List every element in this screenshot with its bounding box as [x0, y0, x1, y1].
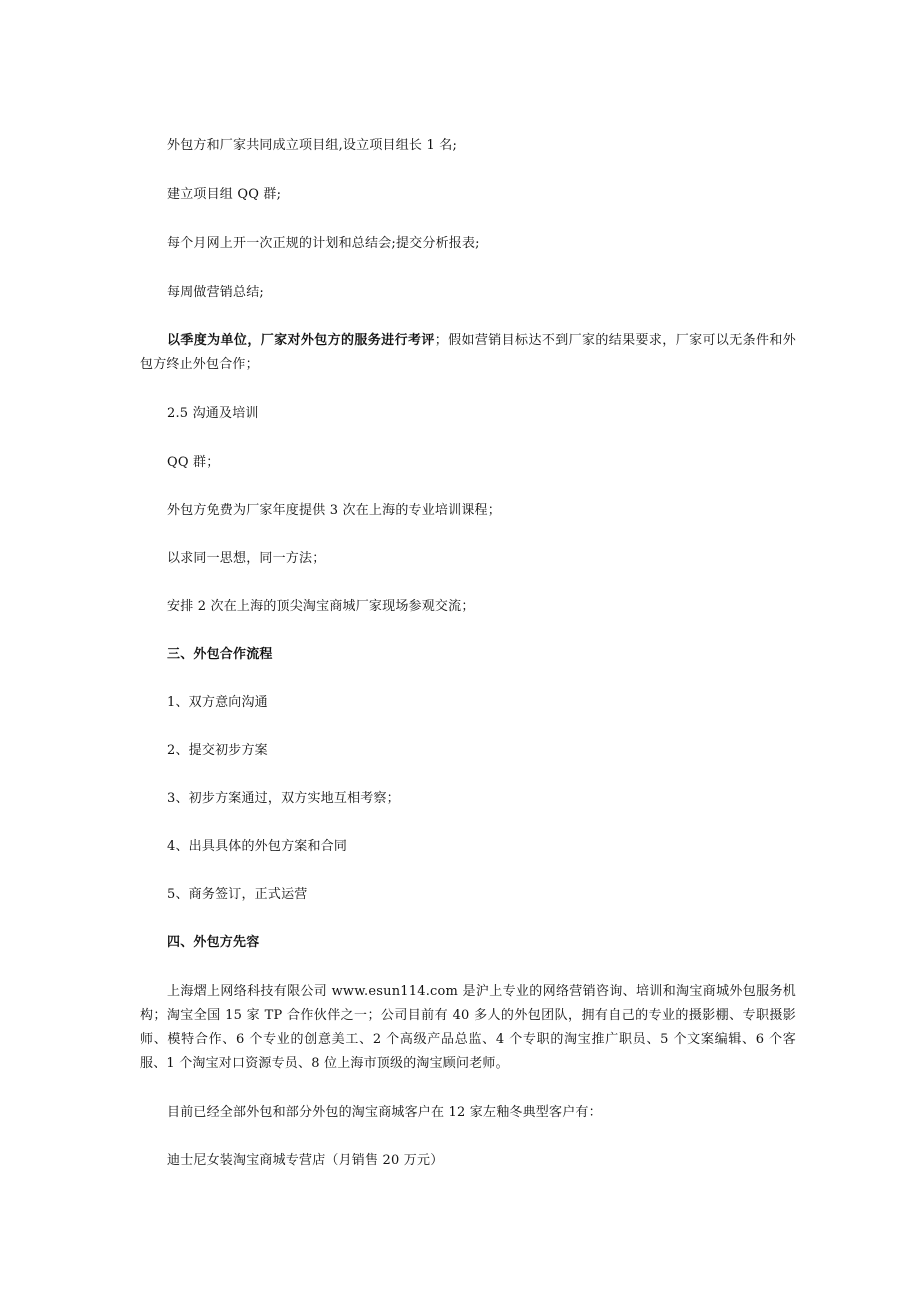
- text-line-qq-group: 建立项目组 QQ 群;: [167, 187, 282, 202]
- process-step-1: 1、双方意向沟通: [167, 695, 268, 710]
- company-intro-paragraph: 上海熠上网络科技有限公司 www.esun114.com 是沪上专业的网络营销咨询、培训和淘宝商城外包服务机构；淘宝全国 15 家 TP 合作伙伴之一；公司目前有 40 多人的外包团队，拥有自己的专业的摄影棚、专职摄影师、模特合作、6 个专业的创意美工、2 个高级产品总监、4 个专职的淘宝推广职员、5 个文案编辑、6 个客服、1 个淘宝对口资源专员、8 位上海市顶级的淘宝顾问老师。: [140, 984, 796, 1071]
- process-step-4: 4、出具具体的外包方案和合同: [167, 839, 348, 854]
- text-line-clients: 目前已经全部外包和部分外包的淘宝商城客户在 12 家左釉冬典型客户有：: [167, 1105, 602, 1120]
- review-paragraph: [140, 329, 796, 377]
- section-4-heading: 四、外包方先容: [167, 935, 260, 950]
- text-line-monthly-meeting: 每个月网上开一次正规的计划和总结会;提交分析报表;: [167, 236, 480, 251]
- text-line-site-visit: 安排 2 次在上海的顶尖淘宝商城厂家现场参观交流；: [167, 599, 475, 614]
- text-line-same-method: 以求同一思想，同一方法；: [167, 551, 326, 566]
- section-3-heading: 三、外包合作流程: [167, 647, 273, 662]
- text-line-training-courses: 外包方免费为厂家年度提供 3 次在上海的专业培训课程；: [167, 503, 501, 518]
- text-line-project-group: 外包方和厂家共同成立项目组,设立项目组长 1 名;: [167, 138, 458, 153]
- text-line-weekly-summary: 每周做营销总结;: [167, 285, 264, 300]
- process-step-3: 3、初步方案通过，双方实地互相考察；: [167, 791, 400, 806]
- section-2-5-heading: 2.5 沟通及培训: [167, 406, 259, 421]
- process-step-2: 2、提交初步方案: [167, 743, 268, 758]
- process-step-5: 5、商务签订，正式运营: [167, 887, 308, 902]
- client-item-disney: 迪士尼女装淘宝商城专营店（月销售 20 万元）: [167, 1153, 444, 1168]
- text-line-qq: QQ 群；: [167, 455, 220, 470]
- review-rest-text: ；假如营销目标达不到厂家的结果要求，厂家可以无条件和外包方终止外包合作；: [140, 333, 796, 372]
- review-bold-text: 以季度为单位，厂家对外包方的服务进行考评: [167, 333, 435, 348]
